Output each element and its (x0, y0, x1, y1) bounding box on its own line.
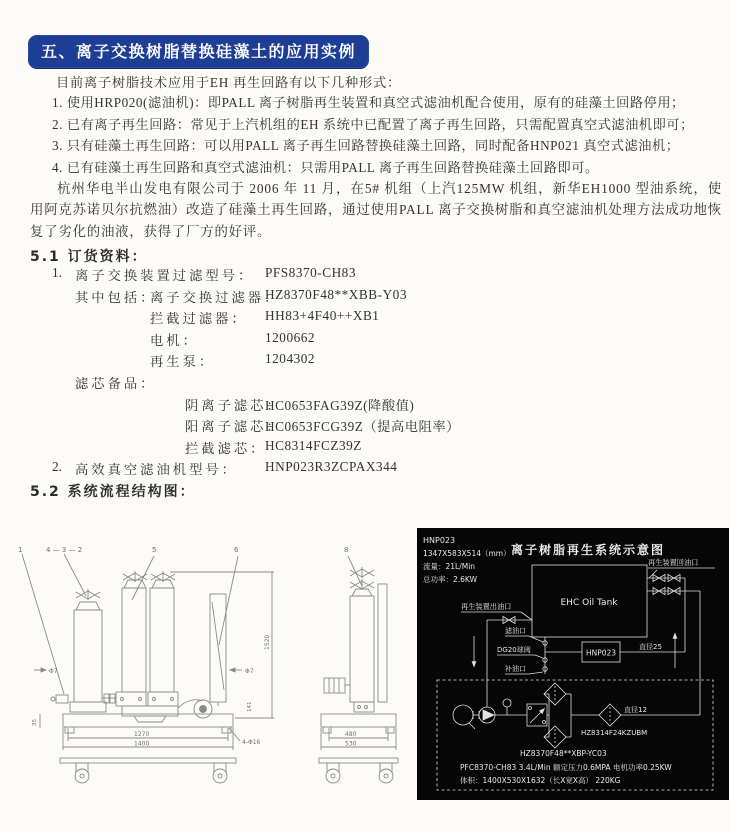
dim-35-label: 35 (32, 719, 38, 726)
device-spec-line1: PFC8370-CH83 3.4L/Min 额定压力0.6MPA 电机功率0.25KW (460, 763, 672, 772)
filter-port-label: 滤油口 (505, 627, 526, 635)
row-value: HC0653FAG39Z(降酸值) (265, 397, 415, 413)
dia25-label: 直径25 (639, 643, 662, 651)
dia12-label: 直径12 (624, 706, 647, 714)
callout-1-label: 1 (18, 546, 23, 554)
row-label: 离子交换装置过滤型号： (75, 268, 255, 283)
callout-432-label: 4 — 3 — 2 (46, 546, 83, 554)
row-value: HZ8370F48**XBB-Y03 (265, 286, 407, 302)
dim-530-label: 530 (345, 740, 357, 748)
row-label: 拦截滤芯： (185, 440, 267, 456)
application-list (52, 92, 694, 178)
diagram-power-label: 总功率：2.6KW (423, 575, 477, 584)
diagram-flow-label: 流量：21L/Min (423, 562, 476, 571)
ion-filter-label: HZ8370F48**XBP-YC03 (520, 749, 607, 758)
row-label: 再生泵： (150, 354, 216, 370)
intro-text: 目前离子树脂技术应用于EH 再生回路有以下几种形式： (56, 75, 401, 90)
dim-phi7-right-label: Φ7 (245, 668, 254, 675)
row-value: HC8314FCZ39Z (265, 437, 362, 453)
return-port-label: 再生装置回油口 (648, 558, 699, 567)
row-value: HH83+4F40++XB1 (265, 308, 380, 324)
row-number: 2. (52, 459, 62, 475)
callout-5-label: 5 (152, 546, 157, 554)
list-item: 1. 使用HRP020(滤油机)：即PALL 离子树脂再生装置和真空式滤油机配合使用，原有的硅藻土回路停用； (52, 95, 685, 110)
intercept-filter-label: HZ8314F24KZUBM (581, 729, 648, 737)
row-label: 离子交换过滤器： (150, 289, 281, 305)
table-row (0, 308, 729, 330)
flow-diagram (417, 528, 729, 800)
table-row (0, 416, 729, 438)
row-value: 1200662 (265, 329, 316, 345)
engineering-drawing (6, 530, 416, 792)
table-row (0, 265, 729, 287)
row-label: 电机： (150, 332, 199, 348)
dim-1270-label: 1270 (134, 731, 150, 738)
row-label: 滤芯备品： (75, 375, 157, 391)
outlet-port-label: 再生装置出油口 (461, 602, 512, 611)
diagram-model-label: HNP023 (423, 536, 456, 545)
table-row (0, 351, 729, 373)
row-number: 1. (52, 265, 62, 280)
order-spec-table (0, 265, 729, 481)
refill-port-label: 补油口 (505, 665, 526, 673)
diagram-size-label: 1347X583X514（mm） (423, 549, 511, 558)
ball-valve-label: DG20球阀 (497, 646, 531, 654)
tank-label: EHC Oil Tank (560, 598, 618, 608)
callout-6-label: 6 (234, 546, 239, 554)
dim-480-label: 480 (345, 731, 357, 738)
row-value: 1204302 (265, 351, 316, 367)
dim-holes-label: 4-Φ16 (242, 739, 261, 746)
row-value: HC0653FCG39Z（提高电阻率） (265, 419, 460, 435)
table-row (0, 287, 729, 309)
table-row (0, 330, 729, 352)
row-label: 拦截过滤器： (150, 311, 248, 327)
list-item: 3. 只有硅藻土再生回路：可以用PALL 离子再生回路替换硅藻土回路，同时配备HNP021 真空式滤油机； (52, 138, 680, 154)
dim-height-label: 1520 (264, 634, 271, 650)
diagram-title: 离子树脂再生系统示意图 (511, 543, 666, 557)
section-5-2-heading: 5.2 系统流程结构图： (30, 484, 196, 500)
hnp023-box-label: HNP023 (585, 648, 617, 658)
table-row (0, 395, 729, 417)
table-row (0, 459, 729, 481)
row-value: HNP023R3ZCPAX344 (265, 459, 398, 475)
list-item: 2. 已有离子再生回路：常见于上汽机组的EH 系统中已配置了离子再生回路，只需配置真空式滤油机即可； (52, 116, 694, 132)
section-5-1-heading: 5.1 订货资料： (30, 249, 148, 265)
case-paragraph: 杭州华电半山发电有限公司于 2006 年 11 月，在5# 机组（上汽125MW 机组，新华EH1000 型油系统，使用阿克苏诺贝尔抗燃油）改造了硅藻土再生回路，通过使用PALL 离子交换树脂和真空滤油机处理方法成功地恢复了劣化的油液，获得了厂方的好评。 (30, 181, 722, 239)
device-spec-line2: 体积：1400X530X1632（长X宽X高） 220KG (460, 776, 621, 785)
row-label: 阳离子滤芯： (185, 419, 283, 435)
table-row (0, 438, 729, 460)
row-value: PFS8370-CH83 (265, 265, 356, 280)
drawing-linework (22, 554, 398, 783)
dim-141-label: 141 (247, 701, 253, 712)
section-title-badge: 五、离子交换树脂替换硅藻土的应用实例 (28, 35, 369, 68)
row-label: 高效真空滤油机型号： (75, 462, 238, 478)
table-row (0, 373, 729, 395)
row-prefix: 其中包括： (75, 289, 157, 305)
dim-phi7-left-label: Φ7 (49, 668, 58, 675)
callout-8-label: 8 (344, 546, 349, 554)
row-label: 阴离子滤芯： (185, 397, 283, 413)
dim-1400-label: 1400 (134, 740, 150, 748)
drawing-labels (18, 546, 357, 748)
list-item: 4. 已有硅藻土再生回路和真空式滤油机：只需用PALL 离子再生回路替换硅藻土回路即可。 (52, 159, 599, 175)
